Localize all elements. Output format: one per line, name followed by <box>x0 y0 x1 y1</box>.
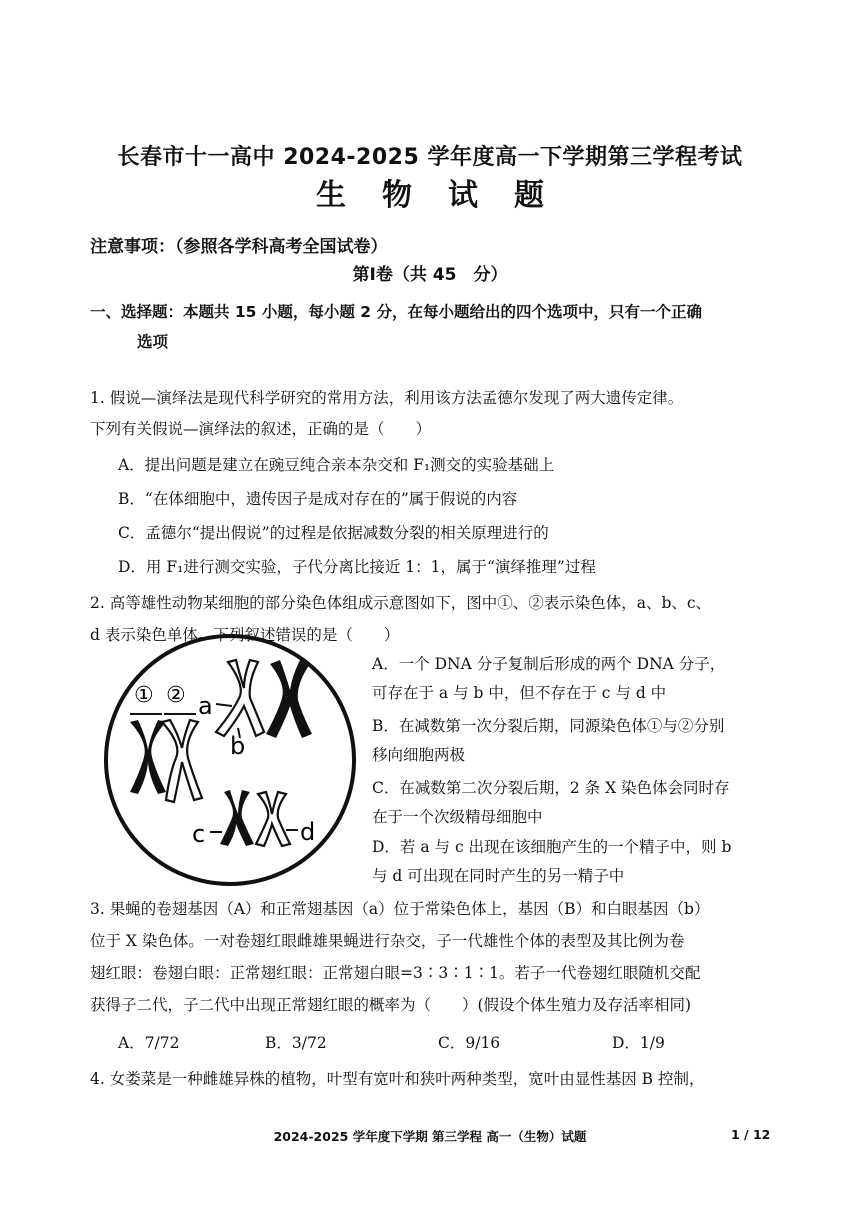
q3-option-c: C．9/16 <box>438 1034 501 1052</box>
q2-option-d <box>372 833 772 891</box>
q3-stem-line3: 翅红眼：卷翅白眼：正常翅红眼：正常翅白眼=3∶3∶1∶1。若子一代卷翅红眼随机交配 <box>90 964 701 982</box>
q2-stem-line2: d 表示染色单体。下列叙述错误的是（ ） <box>90 626 400 644</box>
q1-option-c: C．孟德尔“提出假说”的过程是依据减数分裂的相关原理进行的 <box>118 524 549 542</box>
section-heading-line2: 选项 <box>137 333 169 351</box>
q2-option-d-line2: 与 d 可出现在同时产生的另一精子中 <box>372 867 625 885</box>
notice-heading: 注意事项：（参照各学科高考全国试卷） <box>90 237 388 257</box>
chromosome-x-upper-solid <box>266 660 312 738</box>
q1-option-a: A．提出问题是建立在豌豆纯合亲本杂交和 F₁测交的实验基础上 <box>118 456 555 474</box>
exam-title: 长春市十一高中 2024-2025 学年度高一下学期第三学程考试 <box>117 145 743 170</box>
q3-option-d: D．1/9 <box>612 1034 665 1052</box>
q4-stem-line1: 4. 女娄菜是一种雌雄异株的植物，叶型有宽叶和狭叶两种类型，宽叶由显性基因 B 控制， <box>90 1070 705 1088</box>
label-chromatid-a: a <box>198 692 213 720</box>
label-chromosome-1: ① <box>134 683 154 708</box>
chromosome-x-lower-solid <box>220 790 254 846</box>
chromosome-diagram <box>100 622 360 890</box>
q1-stem-line2: 下列有关假说—演绎法的叙述，正确的是（ ） <box>90 420 432 438</box>
q2-option-d-line1: D．若 a 与 c 出现在该细胞产生的一个精子中，则 b <box>372 838 732 856</box>
q2-option-a-line2: 可存在于 a 与 b 中，但不存在于 c 与 d 中 <box>372 684 667 702</box>
chromosome-x-lower-hollow <box>256 792 290 846</box>
exam-subject-title: 生物试题 <box>316 178 580 213</box>
q2-option-c-line1: C．在减数第二次分裂后期，2 条 X 染色体会同时存 <box>372 779 730 797</box>
chromosome-1 <box>130 720 166 794</box>
q3-stem-line1: 3. 果蝇的卷翅基因（A）和正常翅基因（a）位于常染色体上，基因（B）和白眼基因（b） <box>90 900 710 918</box>
q1-stem-line1: 1. 假说—演绎法是现代科学研究的常用方法，利用该方法孟德尔发现了两大遗传定律。 <box>90 389 684 407</box>
q2-option-a <box>372 650 772 708</box>
page-footer: 2024-2025 学年度下学期 第三学程 高一（生物）试题 <box>273 1129 587 1144</box>
chromosome-x-upper-hollow <box>216 660 264 736</box>
q3-stem-line2: 位于 X 染色体。一对卷翅红眼雌雄果蝇进行杂交，子一代雄性个体的表型及其比例为卷 <box>90 932 685 950</box>
q3-stem-line4: 获得子二代，子二代中出现正常翅红眼的概率为（ ）(假设个体生殖力及存活率相同) <box>90 996 692 1014</box>
page-number: 1 / 12 <box>731 1127 771 1142</box>
q2-option-c <box>372 774 772 832</box>
q3-option-b: B．3/72 <box>265 1034 327 1052</box>
q2-stem-line1: 2. 高等雄性动物某细胞的部分染色体组成示意图如下，图中①、②表示染色体，a、b、c、 <box>90 594 712 612</box>
label-chromatid-b: b <box>230 732 246 760</box>
chromosome-2 <box>162 720 202 802</box>
section-heading <box>90 297 780 357</box>
section-heading-line1: 一、选择题：本题共 15 小题，每小题 2 分，在每小题给出的四个选项中，只有一个正确 <box>90 303 702 321</box>
label-chromatid-d: d <box>300 818 316 846</box>
part-title: 第Ⅰ卷（共 45 分） <box>352 265 508 285</box>
label-chromosome-2: ② <box>166 683 186 708</box>
label-chromatid-c: c <box>192 820 206 848</box>
q1-option-b: B．“在体细胞中，遗传因子是成对存在的”属于假说的内容 <box>118 490 518 508</box>
q2-option-c-line2: 在于一个次级精母细胞中 <box>372 808 543 826</box>
q2-option-b-line1: B．在减数第一次分裂后期，同源染色体①与②分别 <box>372 717 725 735</box>
q2-option-b-line2: 移向细胞两极 <box>372 746 466 764</box>
q3-option-a: A．7/72 <box>118 1034 180 1052</box>
pointer-a <box>216 704 232 706</box>
q1-option-d: D．用 F₁进行测交实验，子代分离比接近 1：1，属于“演绎推理”过程 <box>118 558 596 576</box>
q2-option-a-line1: A．一个 DNA 分子复制后形成的两个 DNA 分子， <box>372 655 726 673</box>
q2-option-b <box>372 712 772 770</box>
